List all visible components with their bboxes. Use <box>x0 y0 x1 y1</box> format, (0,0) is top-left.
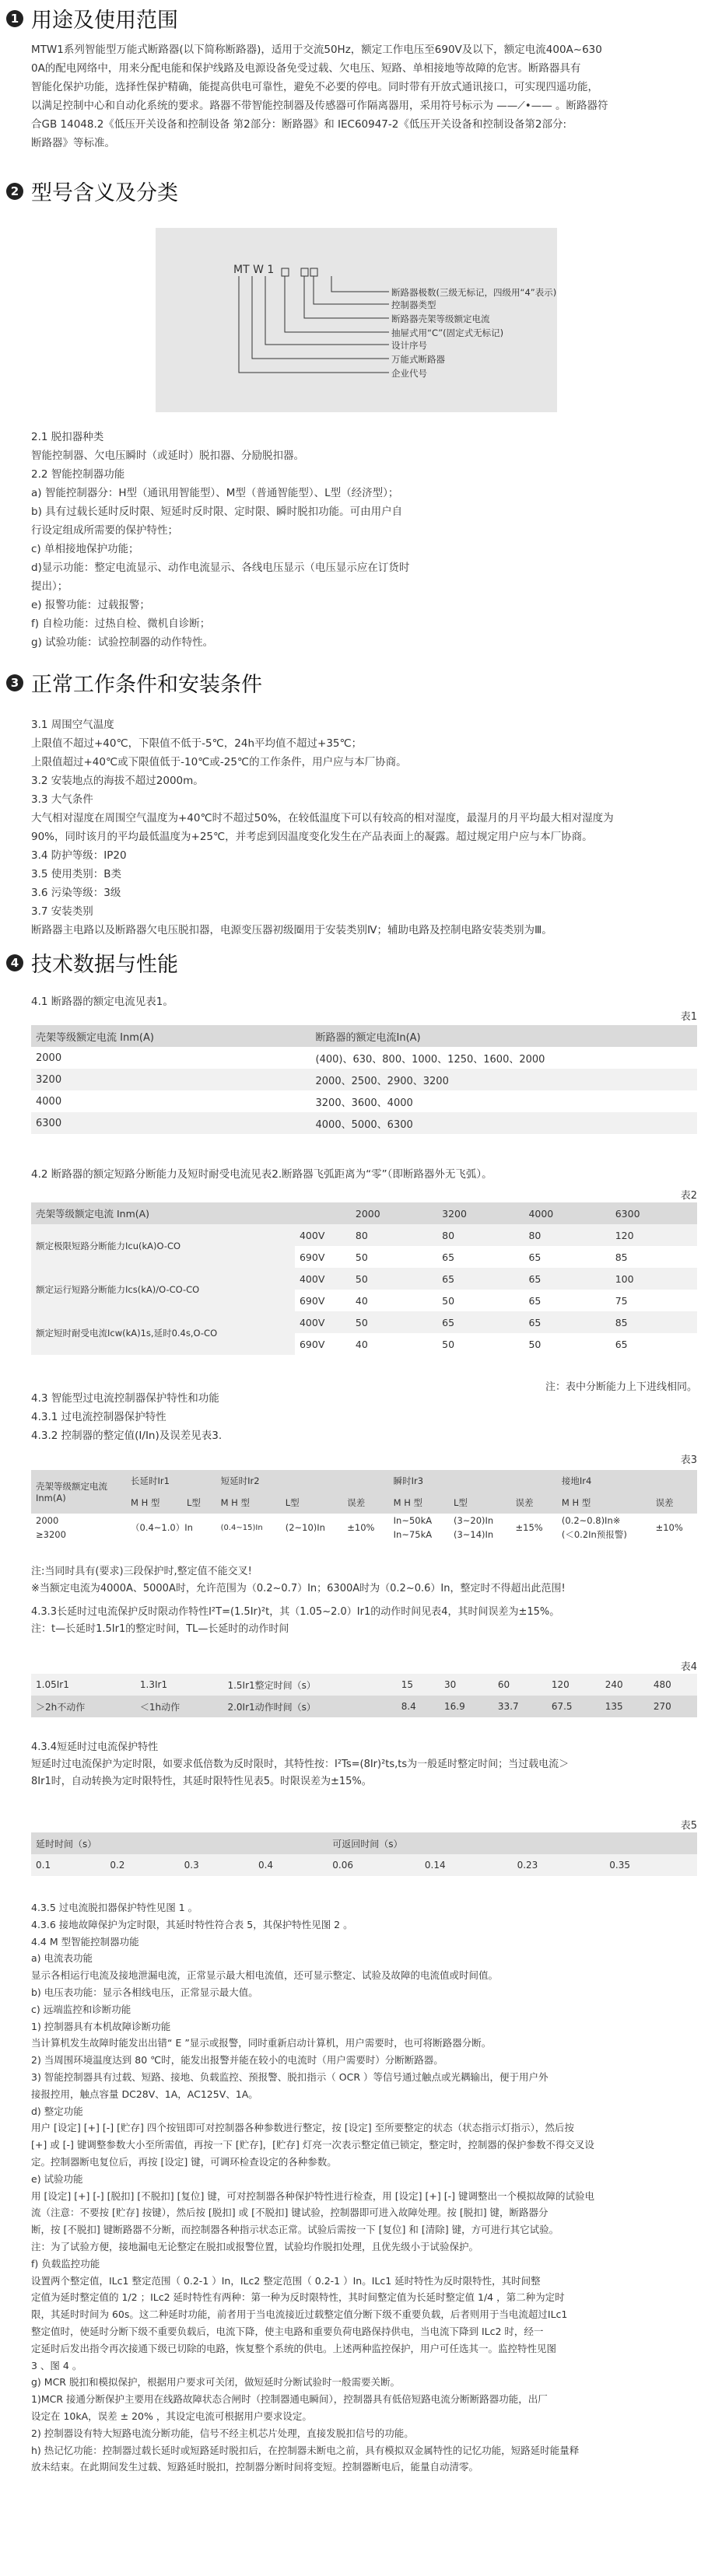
diagram-label: 抽屉式用“C”(固定式无标记) <box>391 327 504 338</box>
paragraph-line: d)显示功能：整定电流显示、动作电流显示、各线电压显示（电压显示应在订货时 <box>31 562 410 574</box>
paragraph-line: f) 负载监控功能 <box>31 2257 100 2270</box>
paragraph-line: c) 单相接地保护功能； <box>31 543 139 555</box>
table-cell: 690V <box>299 1294 325 1307</box>
table-cell: 0.23 <box>513 1854 605 1876</box>
table-cell: 0.35 <box>605 1854 697 1876</box>
table-cell: 400V <box>295 1311 351 1333</box>
table-cell: 15 <box>397 1674 440 1696</box>
paragraph-line: 3.4 防护等级：IP20 <box>31 849 127 862</box>
paragraph-line: 以满足控制中心和自动化系统的要求。路器不带智能控制器及传感器可作隔离器用，采用符号标示为 ——⟋•—— 。断路器符 <box>31 100 608 112</box>
paragraph-line: 注：t—长延时1.5Ir1的整定时间，TL—长延时的动作时间 <box>31 1623 289 1635</box>
paragraph-line: g) 试验功能：试验控制器的动作特性。 <box>31 636 214 649</box>
table-cell: 1.05Ir1 <box>31 1674 135 1696</box>
model-code-lines <box>156 228 557 412</box>
table-cell: 75 <box>615 1294 628 1307</box>
table-cell: 690V <box>299 1251 325 1263</box>
table-cell: 16.9 <box>440 1696 493 1717</box>
paragraph-line: 智能化保护功能，选择性保护精确，能提高供电可靠性，避免不必要的停电。同时带有开放式通讯接口，可实现四遥功能， <box>31 81 598 93</box>
table-cell-line: ≥3200 <box>36 1529 66 1540</box>
table-cell: 80 <box>437 1224 524 1246</box>
table-cell: 85 <box>615 1251 628 1263</box>
table-cell: 0.06 <box>328 1854 420 1876</box>
table-cell: 60 <box>493 1674 547 1696</box>
paragraph-line: 2) 控制器设有特大短路电流分断功能，信号不经主机芯片处理，直接发脱扣信号的功能。 <box>31 2427 414 2439</box>
table-header-cell: L型 <box>449 1492 511 1514</box>
paragraph-line: 4.3.4短延时过电流保护特性 <box>31 1741 159 1753</box>
paragraph-line: 2.1 脱扣器种类 <box>31 431 104 443</box>
table-cell: 50 <box>442 1294 455 1307</box>
table-header-cell: 误差 <box>511 1492 557 1514</box>
diagram-label: 断路器极数(三级无标记，四级用“4”表示) <box>391 287 557 298</box>
paragraph-line: 用户 [设定] [+] [-] [贮存] 四个按钮即可对控制器各种参数进行整定，按 [设定] 至所要整定的状态（状态指示灯指示），然后按 <box>31 2122 574 2134</box>
table-header-cell: 3200 <box>437 1202 524 1224</box>
section-3-body <box>31 716 699 940</box>
table-cell: 120 <box>611 1224 697 1246</box>
paragraph-line: f) 自检功能：过热自检、微机自诊断； <box>31 618 211 630</box>
note-line: ※当额定电流为4000A、5000A时，允许范围为（0.2~0.7）In；6300A时为（0.2~0.6）In，整定时不得超出此范围! <box>31 1583 566 1594</box>
paragraph-line: 4.3.6 接地故障保护为定时限，其延时特性符合表 5，其保护特性见图 2 。 <box>31 1918 353 1930</box>
table-cell: 40 <box>355 1294 368 1307</box>
paragraph-line: 90%，同时该月的平均最低温度为+25℃，并考虑到因温度变化发生在产品表面上的凝露。超过规定用户应与本厂协商。 <box>31 831 593 843</box>
table-cell: 0.1 <box>31 1854 105 1876</box>
table-cell: 6300 <box>31 1112 311 1134</box>
table-cell: (0.4~15)In <box>220 1523 263 1532</box>
table-row-label: 额定极限短路分断能力Icu(kA)O-CO <box>31 1224 295 1268</box>
table-cell: 50 <box>351 1268 437 1290</box>
table-cell: 1.3Ir1 <box>135 1674 223 1696</box>
table-cell: 0.4 <box>254 1854 328 1876</box>
section-title: 型号含义及分类 <box>31 181 178 205</box>
table-cell: 65 <box>524 1268 610 1290</box>
table-cell: ＞2h不动作 <box>31 1696 135 1717</box>
table-cell: 50 <box>355 1251 368 1263</box>
table-row-label: 额定运行短路分断能力Ics(kA)/O-CO-CO <box>31 1268 295 1311</box>
paragraph-line: 3.2 安装地点的海拔不超过2000m。 <box>31 775 204 787</box>
section-number: 1 <box>6 10 23 27</box>
table-cell: 400V <box>295 1268 351 1290</box>
paragraph-line: 设置两个整定值，ILc1 整定范围（ 0.2-1 ）In，ILc2 整定范围（ 0.2-1 ）In。ILc1 延时特性为反时限特性，其时间整 <box>31 2274 541 2287</box>
paragraph-line: 上限值不超过+40℃，下限值不低于-5℃，24h平均值不超过+35℃； <box>31 737 363 750</box>
paragraph-line: a) 电流表功能 <box>31 1952 93 1965</box>
table-header-cell: L型 <box>281 1492 343 1514</box>
table-3-notes <box>31 1563 699 1598</box>
table-cell: (2~10)In <box>285 1522 325 1533</box>
table-cell: 0.3 <box>180 1854 254 1876</box>
table-cell: 690V <box>299 1338 325 1350</box>
paragraph-line: d) 整定功能 <box>31 2105 83 2117</box>
table-1 <box>31 1025 697 1134</box>
section-2-heading <box>6 176 178 206</box>
note-line: 注:当同时具有(要求)三段保护时,整定值不能交叉! <box>31 1566 252 1577</box>
paragraph-line: 放未结束。在此期间发生过载、短路延时脱扣，控制器分断时间将变短。控制器断电后，能量自动清零。 <box>31 2461 479 2473</box>
table-cell: ±15% <box>515 1522 543 1533</box>
paragraph-line: [+] 或 [-] 键调整参数大小至所需值，再按一下 [贮存]，[贮存] 灯亮一次表示整定值已锁定，整定时，控制器的保护参数不得交叉设 <box>31 2139 594 2151</box>
section-4-details <box>31 1899 699 2476</box>
table-cell <box>389 1514 449 1542</box>
paragraph-line: 用 [设定] [+] [-] [脱扣] [不脱扣] [复位] 键，可对控制器各种保护特性进行检查，用 [设定] [+] [-] 键调整出一个模拟故障的试验电 <box>31 2189 594 2202</box>
paragraph-line: 合GB 14048.2《低压开关设备和控制设备 第2部分：断路器》和 IEC60947-2《低压开关设备和控制设备第2部分: <box>31 118 566 131</box>
table-cell <box>557 1514 651 1542</box>
paragraph-line: b) 具有过载长延时反时限、短延时反时限、定时限、瞬时脱扣功能。可由用户自 <box>31 506 403 518</box>
paragraph-line: c) 远端监控和诊断功能 <box>31 2003 131 2015</box>
table-cell: 65 <box>437 1268 524 1290</box>
paragraph-line: 4.3.5 过电流脱扣器保护特性见图 1 。 <box>31 1902 198 1913</box>
paragraph-line: h) 热记忆功能：控制器过载长延时或短路延时脱扣后，在控制器未断电之前，具有模拟双金属特性的记忆功能，短路延时能量释 <box>31 2444 580 2456</box>
table-cell-line: (＜0.2In预报警) <box>561 1529 627 1540</box>
paragraph-line: e) 报警功能：过载报警； <box>31 599 150 611</box>
table-header-cell: 误差 <box>651 1492 697 1514</box>
table-cell: 50 <box>442 1338 455 1350</box>
table-cell: 0.2 <box>105 1854 179 1876</box>
table-2 <box>31 1202 697 1355</box>
paragraph-line: 3.6 污染等级：3级 <box>31 887 121 899</box>
table-cell: 0.14 <box>420 1854 513 1876</box>
table-cell: 135 <box>601 1696 649 1717</box>
diagram-label: 企业代号 <box>391 368 427 379</box>
paragraph-line: 接报控用，触点容量 DC28V、1A，AC125V、1A。 <box>31 2088 258 2100</box>
table-cell: 65 <box>528 1251 542 1263</box>
table-cell <box>31 1514 126 1542</box>
table-cell: 400V <box>295 1224 351 1246</box>
table-5 <box>31 1832 697 1876</box>
table-header-cell: 4000 <box>524 1202 610 1224</box>
table-1-caption: 表1 <box>680 1011 697 1023</box>
paragraph-line: 1)MCR 接通分断保护主要用在线路故障状态合闸时（控制器通电瞬间），控制器具有低倍短路电流分断断路器功能，出厂 <box>31 2393 548 2406</box>
table-header-cell: 壳架等级额定电流 Inm(A) <box>31 1202 351 1224</box>
table-4-intro <box>31 1604 699 1638</box>
table-cell: 4000 <box>36 1095 62 1108</box>
table-header-cell: L型 <box>182 1492 216 1514</box>
paragraph-line: 8Ir1时，自动转换为定时限特性，其延时限特性见表5。时限误差为±15%。 <box>31 1776 372 1787</box>
paragraph-line: 4.3.3长延时过电流保护反时限动作特性I²T=(1.5Ir)²t，其（1.05~2.0）Ir1的动作时间见表4，其时间误差为±15%。 <box>31 1606 560 1618</box>
table-header-cell: M H 型 <box>126 1492 182 1514</box>
table-header-cell: 延时时间（s） <box>31 1832 328 1854</box>
paragraph-line: e) 试验功能 <box>31 2172 83 2185</box>
paragraph-line: 大气相对湿度在周围空气温度为+40℃时不超过50%，在较低温度下可以有较高的相对湿度，最湿月的月平均最大相对湿度为 <box>31 812 614 824</box>
table-cell: 33.7 <box>493 1696 547 1717</box>
table-cell-line: (3~20)In <box>453 1515 494 1526</box>
table-1-intro: 4.1 断路器的额定电流见表1。 <box>31 996 173 1008</box>
paragraph-line: 流（注意：不要按 [贮存] 按键），然后按 [脱扣] 或 [不脱扣] 键试验，控制器即可进入故障处理。按 [脱扣] 键，断路器分 <box>31 2207 549 2219</box>
model-code: MT W 1 <box>233 264 275 276</box>
table-3 <box>31 1470 697 1542</box>
paragraph-line: 短延时过电流保护为定时限，如要求低倍数为反时限时，其特性按：I²Ts=(8Ir)²ts,ts为一般延时整定时间；当过载电流＞ <box>31 1759 570 1770</box>
paragraph-line: 行设定组成所需要的保护特性； <box>31 524 178 537</box>
paragraph-line: 显示各相运行电流及接地泄漏电流，正常显示最大相电流值，还可显示整定、试验及故障的电流值或时间值。 <box>31 1969 499 1982</box>
paragraph-line: 2.2 智能控制器功能 <box>31 468 125 481</box>
table-header-cell: 壳架等级额定电流 Inm(A) <box>31 1470 126 1514</box>
table-cell <box>449 1514 511 1542</box>
paragraph-line: 定延时后发出指令再次接通下级已切除的电路，恢复整个系统的供电。上述两种监控保护，用户可任选其一。监控特性见图 <box>31 2342 557 2354</box>
table-4-caption: 表4 <box>680 1661 697 1673</box>
table-2-intro: 4.2 断路器的额定短路分断能力及短时耐受电流见表2.断路器飞弧距离为“零”（即断路器外无飞弧）。 <box>31 1168 492 1181</box>
table-cell: ±10% <box>347 1522 375 1533</box>
paragraph-line: 注：为了试验方便，接地漏电无论整定在脱扣或报警位置，试验均作脱扣处理，且优先级小于试验保护。 <box>31 2240 479 2252</box>
diagram-label: 设计序号 <box>391 340 427 351</box>
section-title: 技术数据与性能 <box>31 953 178 977</box>
paragraph-line: 4.3 智能型过电流控制器保护特性和功能 <box>31 1392 219 1405</box>
section-2-body <box>31 428 699 652</box>
paragraph-line: 提出）； <box>31 580 68 593</box>
section-number: 2 <box>6 183 23 200</box>
table-header-cell: 2000 <box>351 1202 437 1224</box>
paragraph-line: 整定值时，使延时分断下级不重要负载后，电流下降，使主电路和重要负荷电路保持供电，当电流下降到 ILc2 时，经一 <box>31 2325 544 2337</box>
section-number: 4 <box>6 954 23 971</box>
paragraph-line: 4.3.2 控制器的整定值(I/In)及误差见表3. <box>31 1430 223 1442</box>
paragraph-line: MTW1系列智能型万能式断路器(以下简称断路器)，适用于交流50Hz，额定工作电压至690V及以下，额定电流400A~630 <box>31 44 602 56</box>
table-4 <box>31 1674 697 1717</box>
table-row-label: 额定短时耐受电流Icw(kA)1s,延时0.4s,O-CO <box>31 1311 295 1355</box>
paragraph-line: 3.3 大气条件 <box>31 793 93 806</box>
paragraph-line: a) 智能控制器分：H型（通讯用智能型）、M型（普通智能型）、L型（经济型）； <box>31 487 399 499</box>
table-cell: 3200、3600、4000 <box>315 1097 413 1109</box>
table-cell: 4000、5000、6300 <box>311 1112 697 1134</box>
diagram-label: 断路器壳架等级额定电流 <box>391 313 490 324</box>
paragraph-line: 限，其延时时间为 60s。这二种延时功能，前者用于当电流接近过载整定值分断下级不重要负载，后者则用于当电流超过ILc1 <box>31 2308 568 2321</box>
table-cell: (400)、630、800、1000、1250、1600、2000 <box>315 1053 545 1066</box>
paragraph-line: 定。控制器断电复位后，再按 [设定] 键，可调环检查设定的各种参数。 <box>31 2155 337 2168</box>
section-title: 用途及使用范围 <box>31 9 178 33</box>
table-header-cell: 可返回时间（s） <box>328 1832 697 1854</box>
section-1-body <box>31 40 699 152</box>
table-cell: 65 <box>437 1311 524 1333</box>
table-cell: ＜1h动作 <box>135 1696 223 1717</box>
paragraph-line: 3.1 周围空气温度 <box>31 719 114 731</box>
table-header-cell: 瞬时Ir3 <box>389 1470 557 1492</box>
section-number: 3 <box>6 674 23 691</box>
table-cell: 8.4 <box>397 1696 440 1717</box>
table-cell: 80 <box>524 1224 610 1246</box>
table-3-caption: 表3 <box>680 1454 697 1466</box>
table-cell: 100 <box>611 1268 697 1290</box>
paragraph-line: 定值为延时整定值的 1/2 ；ILc2 延时特性有两种：第一种为反时限特性，其时间整定值为长延时整定值 1/4 ，第二种为定时 <box>31 2291 565 2304</box>
diagram-label: 万能式断路器 <box>391 354 445 365</box>
table-5-intro <box>31 1739 699 1790</box>
paragraph-line: 4.4 M 型智能控制器功能 <box>31 1935 139 1948</box>
table-cell: 240 <box>601 1674 649 1696</box>
table-cell: 3200 <box>31 1069 311 1090</box>
paragraph-line: 断，按 [不脱扣] 键断路器不分断，而控制器各种指示状态正常。试验后需按一下 [复位] 和 [清除] 键，方可进行其它试验。 <box>31 2224 559 2236</box>
table-cell: 270 <box>649 1696 697 1717</box>
table-header-cell: 壳架等级额定电流 Inm(A) <box>31 1025 311 1047</box>
table-cell: 2.0Ir1动作时间（s） <box>223 1696 396 1717</box>
paragraph-line: g) MCR 脱扣和模拟保护，根据用户要求可关闭，做短延时分断试验时一般需要关断。 <box>31 2376 400 2389</box>
section-3-heading <box>6 667 262 698</box>
paragraph-line: 上限值超过+40℃或下限值低于-10℃或-25℃的工作条件，用户应与本厂协商。 <box>31 756 407 768</box>
paragraph-line: 0A的配电网络中，用来分配电能和保护线路及电源设备免受过载、欠电压、短路、单相接地等故障的危害。断路器具有 <box>31 62 581 75</box>
paragraph-line: 断路器》等标准。 <box>31 137 115 149</box>
paragraph-line: 当计算机发生故障时能发出出错“ E ”显示或报警，同时重新启动计算机，用户需要时，也可将断路器分断。 <box>31 2037 492 2049</box>
paragraph-line: 断路器主电路以及断路器欠电压脱扣器，电源变压器初级圈用于安装类别Ⅳ；辅助电路及控制电路安装类别为Ⅲ。 <box>31 924 552 936</box>
table-cell: 65 <box>524 1311 610 1333</box>
paragraph-line: 设定在 10kA，误差 ± 20% ，其设定电流可根据用户要求设定。 <box>31 2410 312 2422</box>
table-header-cell: 6300 <box>611 1202 697 1224</box>
table-header-cell: M H 型 <box>389 1492 449 1514</box>
table-cell: 40 <box>355 1338 368 1350</box>
section-4-heading <box>6 947 178 978</box>
table-2-note: 注：表中分断能力上下进线相同。 <box>545 1381 697 1393</box>
section-1-heading <box>6 3 178 33</box>
table-cell: 85 <box>611 1311 697 1333</box>
table-header-cell: M H 型 <box>216 1492 281 1514</box>
table-cell-line: (3~14)In <box>453 1529 494 1540</box>
table-cell-line: 2000 <box>36 1515 59 1526</box>
table-header-cell: 接地Ir4 <box>557 1470 697 1492</box>
table-cell: 65 <box>442 1251 455 1263</box>
table-header-cell: 误差 <box>342 1492 388 1514</box>
table-cell: 50 <box>528 1338 542 1350</box>
table-cell: 30 <box>440 1674 493 1696</box>
table-header-cell: 断路器的额定电流In(A) <box>311 1025 697 1047</box>
paragraph-line: b) 电压表功能：显示各相线电压，正常显示最大值。 <box>31 1986 258 1998</box>
table-cell-line: In~75kA <box>393 1529 433 1540</box>
table-header-cell: M H 型 <box>557 1492 651 1514</box>
section-title: 正常工作条件和安装条件 <box>31 673 262 697</box>
table-3-intro <box>31 1389 699 1445</box>
paragraph-line: 3) 智能控制器具有过载、短路、接地、负载监控、预报警、脱扣指示（ OCR ）等信号通过触点或光耦输出，便于用户外 <box>31 2070 549 2083</box>
paragraph-line: 2) 当周围环境温度达到 80 ℃时，能发出报警并能在较小的电流时（用户需要时）分断断路器。 <box>31 2054 443 2067</box>
table-cell: ±10% <box>655 1522 683 1533</box>
paragraph-line: 3 、图 4 。 <box>31 2359 82 2371</box>
table-cell: 1.5Ir1整定时间（s） <box>223 1674 396 1696</box>
paragraph-line: 3.5 使用类别：B类 <box>31 868 122 880</box>
table-5-caption: 表5 <box>680 1820 697 1832</box>
paragraph-line: 4.3.1 过电流控制器保护特性 <box>31 1411 166 1423</box>
table-cell: 480 <box>649 1674 697 1696</box>
table-cell: 50 <box>351 1311 437 1333</box>
table-cell: 2000 <box>36 1052 62 1064</box>
table-header-cell: 长延时Ir1 <box>126 1470 216 1492</box>
paragraph-line: 1) 控制器具有本机故障诊断功能 <box>31 2020 171 2032</box>
table-cell: 65 <box>615 1338 628 1350</box>
table-cell: 65 <box>528 1294 542 1307</box>
diagram-label: 控制器类型 <box>391 299 436 310</box>
table-header-cell: 短延时Ir2 <box>216 1470 389 1492</box>
table-cell-line: In~50kA <box>393 1515 433 1526</box>
table-cell-line: (0.2~0.8)In※ <box>561 1515 621 1526</box>
table-cell: 80 <box>351 1224 437 1246</box>
table-cell: 67.5 <box>547 1696 601 1717</box>
table-cell: 120 <box>547 1674 601 1696</box>
paragraph-line: 智能控制器、欠电压瞬时（或延时）脱扣器、分励脱扣器。 <box>31 450 304 462</box>
paragraph-line: 3.7 安装类别 <box>31 905 93 918</box>
table-2-caption: 表2 <box>680 1190 697 1202</box>
table-cell: 2000、2500、2900、3200 <box>311 1069 697 1090</box>
table-cell: （0.4~1.0）In <box>131 1522 193 1533</box>
model-code-diagram <box>156 228 557 412</box>
